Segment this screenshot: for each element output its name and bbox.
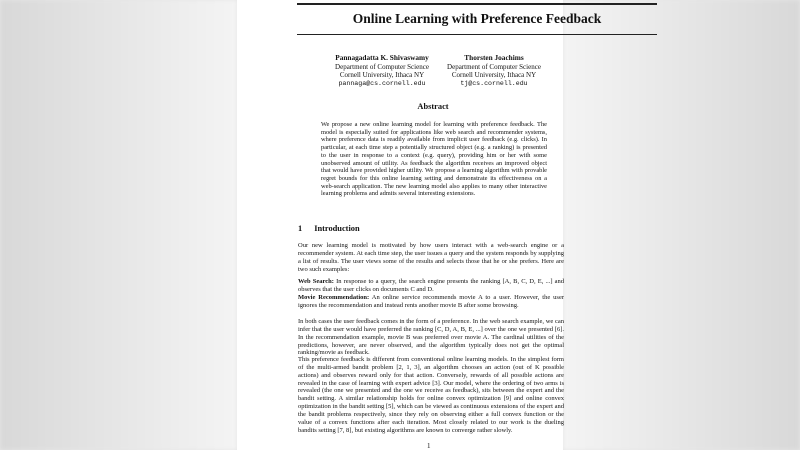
author-2-univ: Cornell University, Ithaca NY xyxy=(451,71,537,80)
background-left xyxy=(0,0,237,450)
example-web-search-term: Web Search: xyxy=(298,278,334,285)
paper-title: Online Learning with Preference Feedback xyxy=(352,11,602,26)
abstract-heading: Abstract xyxy=(417,102,449,111)
section-number: 1 xyxy=(298,224,303,233)
intro-paragraph-3: This preference feedback is different from conventional online learning models. In the simplest form of the multi-armed bandit problem [2, 1, 3], an algorithm chooses an action (out of K possible actions) and observes reward only for that action. Conversely, rewards of all possible actions are revealed in the case of learning with expert advice [3]. Our model, where the ordering of two arms is revealed (the one we presented and the one we receive as feedback), sits between the expert and the bandit setting. A similar relationship holds for online convex optimization [9] and online convex optimization in the bandit setting [5], which can be viewed as continuous extensions of the expert and the bandit problems respectively, since they rely on observing either a full convex function or the value of a convex functions after each iteration. Most closely related to our work is the dueling bandits setting [7, 8], but existing algorithms are known to converge rather slowly. xyxy=(298,356,564,434)
author-2 xyxy=(429,54,559,88)
intro-paragraph-2: In both cases the user feedback comes in the form of a preference. In the web search example, we can infer that the user would have preferred the ranking [C, D, A, B, E, ...] over the one we presented [6]. In the recommendation example, movie B was preferred over movie A. The cardinal utilities of the predictions, however, are never observed, and the algorithm typically does not get the optimal ranking/movie as feedback. xyxy=(298,318,564,357)
section-title: Introduction xyxy=(314,224,360,233)
section-heading xyxy=(298,224,360,233)
title-rule-bottom xyxy=(297,34,657,35)
paper-page xyxy=(237,0,602,450)
author-1-dept: Department of Computer Science xyxy=(335,62,429,71)
page-number: 1 xyxy=(427,442,431,450)
author-2-name: Thorsten Joachims xyxy=(464,53,524,62)
intro-paragraph-1: Our new learning model is motivated by how users interact with a web-search engine or a recommender system. At each time step, the user issues a query and the system responds by supplying a list of results. The user views some of the results and selects those that he or she prefers. Here are two such examples: xyxy=(298,242,564,273)
title-rule-top xyxy=(297,3,657,5)
abstract-text: We propose a new online learning model for learning with preference feedback. The model is especially suited for applications like web search and recommender systems, where preference data is readily available from implicit user feedback (e.g. clicks). In particular, at each time step a potentially structured object (e.g. a ranking) is presented to the user in response to a context (e.g. query), providing him or her with some unobserved amount of utility. As feedback the algorithm receives an improved object that would have provided higher utility. We propose a learning algorithm with provable regret bounds for this online learning setting and demonstrate its effectiveness on a web-search application. The new learning model also applies to many other interactive learning problems and admits several interesting extensions. xyxy=(321,121,547,198)
example-web-search-text: In response to a query, the search engine presents the ranking [A, B, C, D, E, ...] and observes that the user clicks on documents C and D. xyxy=(298,278,564,293)
author-1-email: pannaga@cs.cornell.edu xyxy=(338,79,426,87)
author-2-email: tj@cs.cornell.edu xyxy=(460,79,528,87)
example-movie-term: Movie Recommendation: xyxy=(298,294,370,301)
example-movie-recommendation xyxy=(298,294,564,310)
author-1-name: Pannagadatta K. Shivaswamy xyxy=(335,53,429,62)
background-right xyxy=(563,0,800,450)
author-2-dept: Department of Computer Science xyxy=(447,62,541,71)
author-1-univ: Cornell University, Ithaca NY xyxy=(339,71,425,80)
example-movie-text: An online service recommends movie A to a user. However, the user ignores the recommendation and instead rents another movie B after some browsing. xyxy=(298,294,564,309)
example-web-search xyxy=(298,278,564,294)
